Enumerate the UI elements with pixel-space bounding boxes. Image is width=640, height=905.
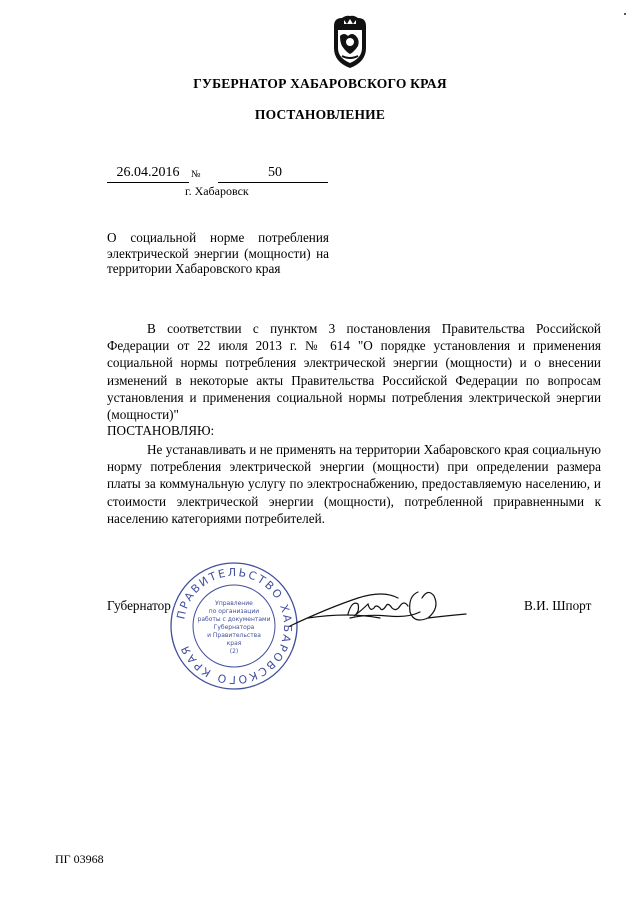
seal-line: (2) <box>229 648 239 655</box>
official-seal-stamp <box>168 560 300 692</box>
seal-line: края <box>226 640 242 647</box>
document-type: ПОСТАНОВЛЕНИЕ <box>254 107 386 122</box>
signatory-title: Губернатор <box>107 598 171 613</box>
seal-line: работы с документами <box>197 616 271 623</box>
decree-word: ПОСТАНОВЛЯЮ: <box>107 423 215 438</box>
number-sign: № <box>191 169 201 180</box>
date-underline <box>107 182 189 183</box>
document-date: 26.04.2016 <box>116 165 180 180</box>
seal-ring-text: ПРАВИТЕЛЬСТВО ХАБАРОВСКОГО КРАЯ <box>174 565 295 687</box>
seal-line: Управление <box>215 600 253 607</box>
document-subject: О социальной норме потребления электрической энергии (мощности) на территории Хабаровского края <box>107 230 329 276</box>
seal-line: Губернатора <box>213 624 255 631</box>
seal-line: по организации <box>208 608 260 615</box>
document-number: 50 <box>268 165 282 180</box>
seal-line: и Правительства <box>207 632 261 639</box>
government-title: ГУБЕРНАТОР ХАБАРОВСКОГО КРАЯ <box>193 76 447 91</box>
handwritten-signature <box>288 578 468 638</box>
signatory-name: В.И. Шпорт <box>524 598 592 613</box>
number-underline <box>218 182 328 183</box>
document-city: г. Хабаровск <box>185 184 249 198</box>
footer-code: ПГ 03968 <box>55 852 104 866</box>
preamble-paragraph: В соответствии с пунктом 3 постановления Правительства Российской Федерации от 22 июля 2013 г. № 614 "О порядке установления и применения социальной нормы потребления электрической энергии (мощности) и о внесении изменений в некоторые акты Правительства Российской Федерации по вопросам установления и применения социальной нормы потребления электрической энергии (мощности)" <box>107 321 601 423</box>
coat-of-arms-icon <box>328 14 372 70</box>
decision-paragraph: Не устанавливать и не применять на территории Хабаровского края социальную норму потребления электрической энергии (мощности) при определении размера платы за коммунальную услугу по электроснабжению, предоставляемую населению, и стоимости электрической энергии (мощности), потребленной приравненными к населению категориями потребителей. <box>107 442 601 526</box>
scan-dot <box>624 13 626 15</box>
